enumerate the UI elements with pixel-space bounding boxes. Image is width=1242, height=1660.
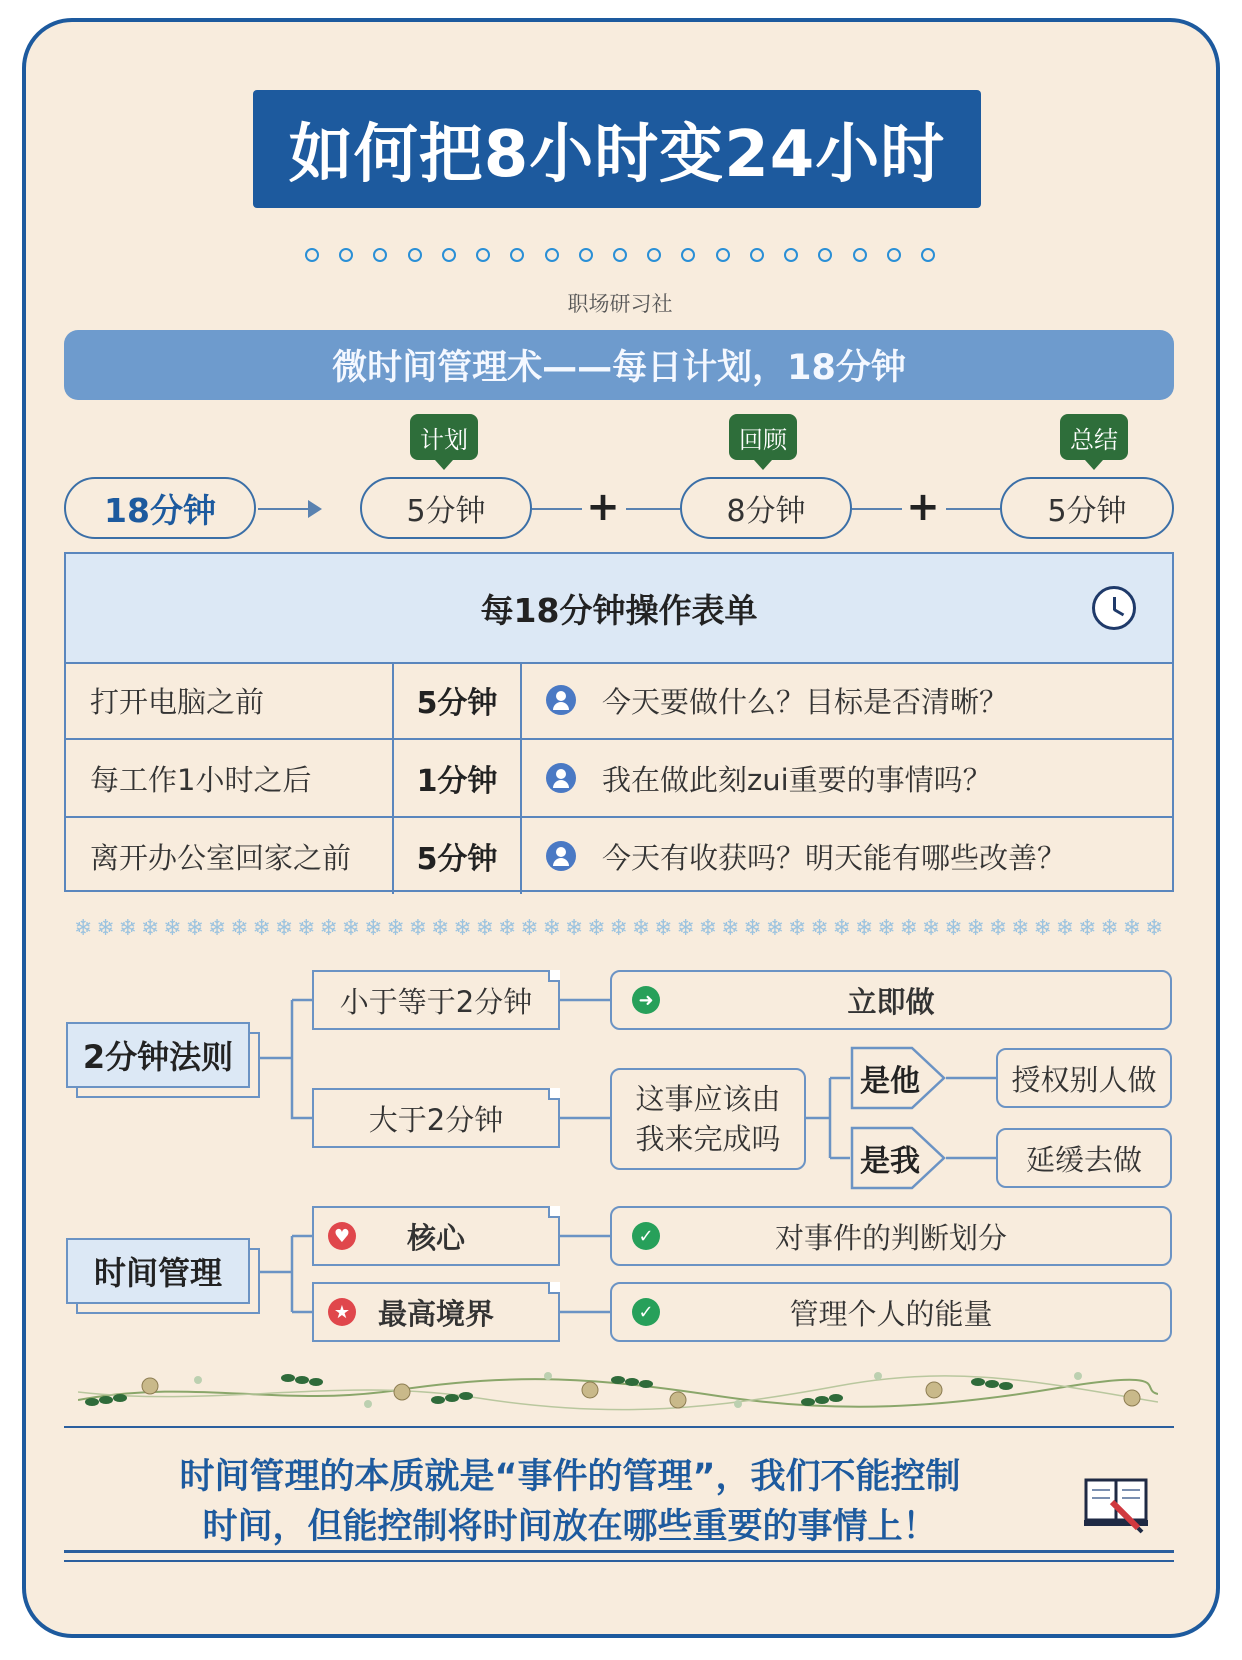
footer-line-2: 时间，但能控制将时间放在哪些重要的事情上！	[202, 1507, 938, 1547]
footer-divider-top	[64, 1426, 1174, 1428]
star-icon: ★	[328, 1298, 356, 1326]
core-note	[312, 1206, 560, 1266]
le-two-minutes-note: 小于等于2分钟	[312, 970, 560, 1030]
core-desc-box	[610, 1206, 1172, 1266]
tag-plan: 计划	[410, 414, 478, 460]
him-label: 是他	[860, 1064, 920, 1099]
tag-review: 回顾	[729, 414, 797, 460]
tag-summary: 总结	[1060, 414, 1128, 460]
step-plan-pill: 5分钟	[360, 477, 532, 539]
row-question: 今天要做什么？目标是否清晰？	[602, 684, 1009, 719]
top-desc: 管理个人的能量	[789, 1296, 993, 1331]
do-now-label: 立即做	[847, 984, 935, 1019]
top-desc-box	[610, 1282, 1172, 1342]
table-title: 每18分钟操作表单	[480, 590, 758, 630]
author-name: 职场研习社	[567, 292, 673, 316]
row-time: 5分钟	[394, 818, 522, 894]
vine-decoration	[78, 1368, 1158, 1418]
book-pencil-icon	[1082, 1474, 1154, 1534]
core-desc: 对事件的判断划分	[774, 1220, 1007, 1255]
footer-quote	[90, 1452, 1050, 1552]
core-label: 核心	[406, 1220, 465, 1255]
top-label: 最高境界	[377, 1296, 494, 1331]
footer-divider-bottom-2	[64, 1560, 1174, 1562]
gt-two-minutes-note: 大于2分钟	[312, 1088, 560, 1148]
heart-icon: ♥	[328, 1222, 356, 1250]
question-line-1: 这事应该由	[635, 1082, 781, 1116]
step-summary-pill: 5分钟	[1000, 477, 1174, 539]
snowflake-divider: ❄ ❄ ❄ ❄ ❄ ❄ ❄ ❄ ❄ ❄ ❄ ❄ ❄ ❄ ❄ ❄ ❄ ❄ ❄ ❄ ❄ ❄ ❄ ❄ ❄ ❄ ❄ ❄ ❄ ❄ ❄ ❄ ❄ ❄ ❄ ❄ ❄ ❄ ❄ ❄ ❄ ❄ ❄ ❄ ❄ ❄ ❄ ❄ ❄	[74, 918, 1164, 940]
total-time-pill: 18分钟	[64, 477, 256, 539]
row-when: 打开电脑之前	[66, 662, 394, 738]
question-line-2: 我来完成吗	[635, 1122, 781, 1156]
footer-line-1: 时间管理的本质就是“事件的管理”，我们不能控制	[179, 1457, 961, 1497]
check-icon: ✓	[632, 1222, 660, 1250]
top-note	[312, 1282, 560, 1342]
row-when: 每工作1小时之后	[66, 740, 394, 816]
do-now-box	[610, 970, 1172, 1030]
two-minute-rule-label: 2分钟法则	[66, 1022, 250, 1088]
row-question: 我在做此刻zui重要的事情吗？	[602, 762, 992, 797]
row-time: 1分钟	[394, 740, 522, 816]
page-title: 如何把8小时变24小时	[253, 90, 981, 208]
defer-box: 延缓去做	[996, 1128, 1172, 1188]
row-when: 离开办公室回家之前	[66, 818, 394, 894]
question-box	[610, 1068, 806, 1170]
row-question: 今天有收获吗？明天能有哪些改善？	[602, 840, 1067, 875]
step-review-pill: 8分钟	[680, 477, 852, 539]
delegate-box: 授权别人做	[996, 1048, 1172, 1108]
row-time: 5分钟	[394, 662, 522, 738]
time-management-label: 时间管理	[66, 1238, 250, 1304]
footer-divider-bottom-1	[64, 1550, 1174, 1553]
section-banner: 微时间管理术——每日计划，18分钟	[64, 330, 1174, 400]
plus-sign: +	[586, 484, 620, 530]
plus-sign: +	[906, 484, 940, 530]
check-icon: ✓	[632, 1298, 660, 1326]
running-icon: ➜	[632, 986, 660, 1014]
me-label: 是我	[860, 1144, 920, 1179]
